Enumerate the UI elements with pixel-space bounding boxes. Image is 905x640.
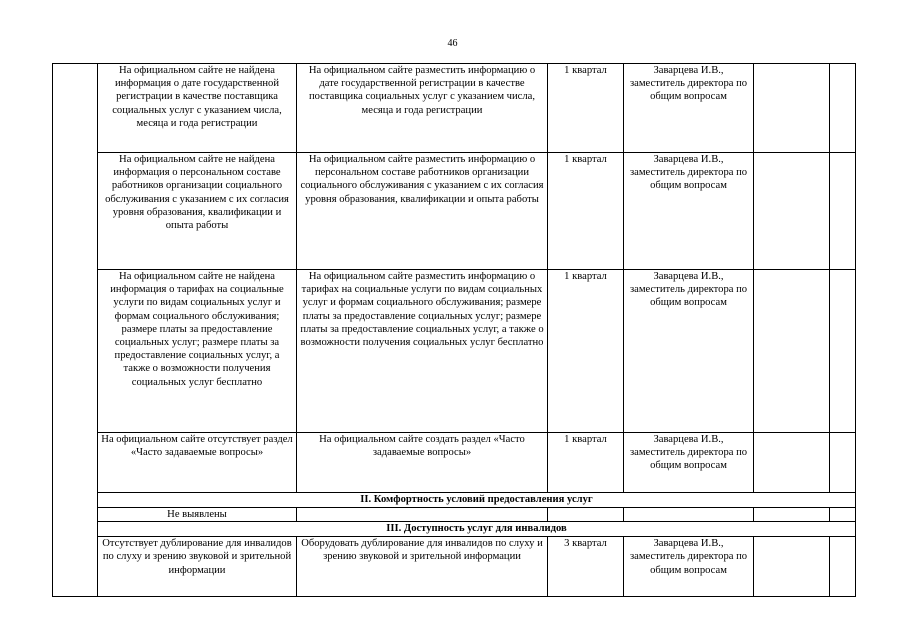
shortcoming-cell: На официальном сайте не найдена информация о персональном составе работников организации социального обслуживания с указанием с их согласия уровня образования, квалификации и опыта работы <box>98 153 297 270</box>
section-2-title: II. Комфортность условий предоставления услуг <box>98 493 856 508</box>
table-row <box>53 270 856 433</box>
measure-cell: Оборудовать дублирование для инвалидов по слуху и зрению звуковой и зрительной информации <box>297 537 548 597</box>
table-row <box>53 64 856 153</box>
empty-cell <box>830 64 856 153</box>
responsible-cell: Заварцева И.В., заместитель директора по общим вопросам <box>624 433 754 493</box>
empty-cell <box>754 270 830 433</box>
improvement-plan-table <box>52 63 856 597</box>
measure-cell: На официальном сайте разместить информацию о персональном составе работников организации социального обслуживания с указанием с их согласия уровня образования, квалификации и опыта работы <box>297 153 548 270</box>
empty-cell <box>624 508 754 522</box>
empty-cell <box>754 153 830 270</box>
deadline-cell: 1 квартал <box>548 270 624 433</box>
empty-cell <box>830 537 856 597</box>
empty-cell <box>830 508 856 522</box>
responsible-cell: Заварцева И.В., заместитель директора по общим вопросам <box>624 270 754 433</box>
section-2-result-cell: Не выявлены <box>98 508 297 522</box>
empty-cell <box>830 153 856 270</box>
empty-cell <box>830 270 856 433</box>
responsible-cell: Заварцева И.В., заместитель директора по общим вопросам <box>624 153 754 270</box>
empty-cell <box>548 508 624 522</box>
shortcoming-cell: На официальном сайте отсутствует раздел «Часто задаваемые вопросы» <box>98 433 297 493</box>
table-row <box>53 433 856 493</box>
section-header-row <box>53 522 856 537</box>
empty-cell <box>754 433 830 493</box>
measure-cell: На официальном сайте разместить информацию о дате государственной регистрации в качестве поставщика социальных услуг с указанием числа, месяца и года регистрации <box>297 64 548 153</box>
table-row <box>53 537 856 597</box>
deadline-cell: 1 квартал <box>548 64 624 153</box>
deadline-cell: 1 квартал <box>548 153 624 270</box>
page-number: 46 <box>447 38 458 49</box>
responsible-cell: Заварцева И.В., заместитель директора по общим вопросам <box>624 64 754 153</box>
empty-cell <box>830 433 856 493</box>
empty-cell <box>754 508 830 522</box>
empty-cell <box>297 508 548 522</box>
measure-cell: На официальном сайте создать раздел «Часто задаваемые вопросы» <box>297 433 548 493</box>
responsible-cell: Заварцева И.В., заместитель директора по общим вопросам <box>624 537 754 597</box>
section-3-title: III. Доступность услуг для инвалидов <box>98 522 856 537</box>
section-header-row <box>53 493 856 508</box>
shortcoming-cell: На официальном сайте не найдена информация о дате государственной регистрации в качестве поставщика социальных услуг с указанием числа, месяца и года регистрации <box>98 64 297 153</box>
empty-cell <box>754 64 830 153</box>
table-row <box>53 508 856 522</box>
shortcoming-cell: Отсутствует дублирование для инвалидов по слуху и зрению звуковой и зрительной информации <box>98 537 297 597</box>
shortcoming-cell: На официальном сайте не найдена информация о тарифах на социальные услуги по видам социальных услуг и формам социального обслуживания; размере платы за предоставление социальных услуг; размере платы за предоставление социальных услуг, а также о возможности получения социальных услуг бесплатно <box>98 270 297 433</box>
deadline-cell: 1 квартал <box>548 433 624 493</box>
measure-cell: На официальном сайте разместить информацию о тарифах на социальные услуги по видам социальных услуг и формам социального обслуживания; размере платы за предоставление социальных услуг; размере платы за предоставление социальных услуг, а также о возможности получения социальных услуг бесплатно <box>297 270 548 433</box>
blank-column <box>53 64 98 597</box>
table-row <box>53 153 856 270</box>
empty-cell <box>754 537 830 597</box>
deadline-cell: 3 квартал <box>548 537 624 597</box>
